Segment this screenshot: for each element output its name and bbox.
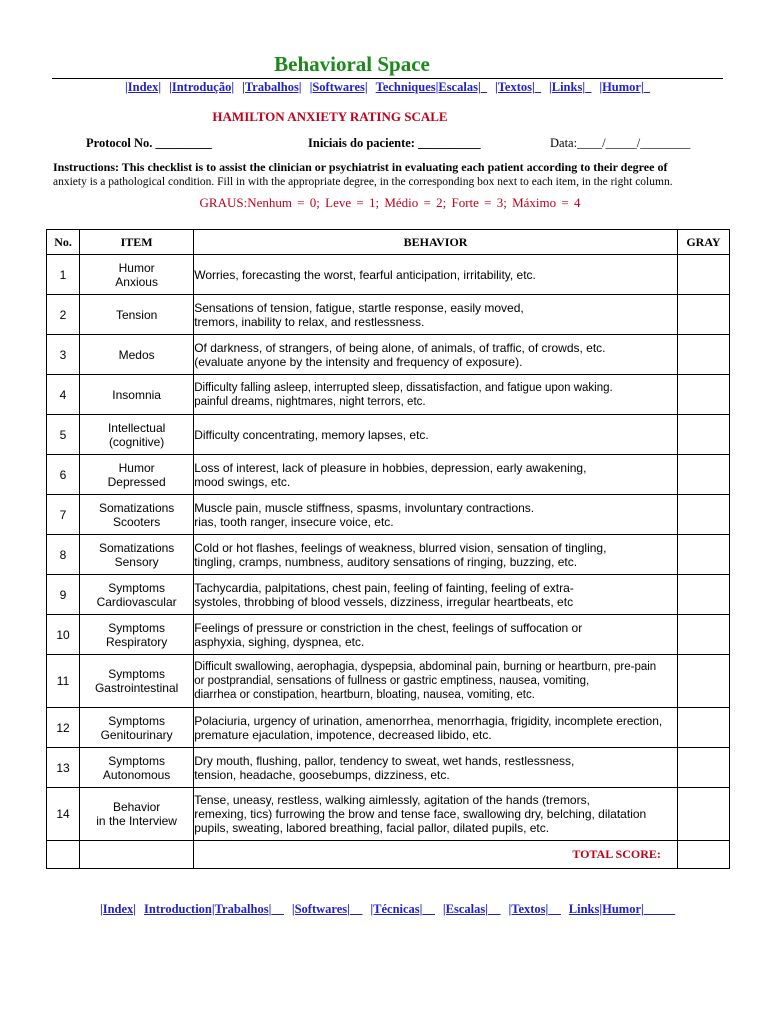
grade-input-cell[interactable] xyxy=(677,455,729,495)
header-no: No. xyxy=(47,230,80,255)
nav-bottom-link-1[interactable]: Introduction|Trabalhos|__ xyxy=(144,902,284,916)
header-gray: GRAY xyxy=(677,230,729,255)
behavior-description xyxy=(194,788,678,841)
item-number: 6 xyxy=(47,455,80,495)
nav-bottom-link-2[interactable]: |Softwares|__ xyxy=(291,902,363,916)
nav-top-link-1[interactable]: |Introdução| xyxy=(169,80,235,94)
behavior-line: Dry mouth, flushing, pallor, tendency to sweat, wet hands, restlessness, xyxy=(194,753,575,768)
bottom-navigation xyxy=(52,902,723,917)
behavior-description xyxy=(194,748,678,788)
behavior-line: tremors, inability to relax, and restlessness. xyxy=(194,314,425,329)
behavior-line: (evaluate anyone by the intensity and frequency of exposure). xyxy=(194,354,523,369)
behavior-line: asphyxia, sighing, dyspnea, etc. xyxy=(194,634,365,649)
item-number: 5 xyxy=(47,415,80,455)
instructions xyxy=(53,160,733,190)
item-name-line: Tension xyxy=(115,307,158,322)
table-row xyxy=(47,788,730,841)
item-name-line: Cardiovascular xyxy=(96,594,177,609)
behavior-line: tingling, cramps, numbness, auditory sensations of ringing, buzzing, etc. xyxy=(194,554,578,569)
behavior-line: Tense, uneasy, restless, walking aimlessly, agitation of the hands (tremors, xyxy=(194,793,590,807)
nav-top-link-2[interactable]: |Trabalhos| xyxy=(242,80,302,94)
item-name-line: Gastrointestinal xyxy=(94,681,179,695)
item-name xyxy=(80,535,194,575)
table-row xyxy=(47,295,730,335)
grade-input-cell[interactable] xyxy=(677,788,729,841)
item-number: 14 xyxy=(47,788,80,841)
item-name xyxy=(80,295,194,335)
nav-top-link-0[interactable]: |Index| xyxy=(125,80,162,94)
table-header-row xyxy=(47,230,730,255)
item-name-line: Sensory xyxy=(114,554,159,569)
nav-bottom-link-6[interactable]: Links|Humor|_____ xyxy=(568,902,676,916)
table-row xyxy=(47,575,730,615)
total-score-label: TOTAL SCORE: xyxy=(194,841,678,869)
grade-input-cell[interactable] xyxy=(677,575,729,615)
item-name-line: Autonomous xyxy=(102,767,171,782)
behavior-line: Polaciuria, urgency of urination, amenorrhea, menorrhagia, frigidity, incomplete erection, xyxy=(194,713,663,728)
behavior-line: Of darkness, of strangers, of being alone, of animals, of traffic, of crowds, etc. xyxy=(194,340,606,355)
item-number: 3 xyxy=(47,335,80,375)
nav-top-link-7[interactable]: |Humor|_ xyxy=(599,80,650,94)
item-name-line: Depressed xyxy=(107,474,166,489)
table-row xyxy=(47,335,730,375)
site-title: Behavioral Space xyxy=(274,52,430,76)
grade-input-cell[interactable] xyxy=(677,535,729,575)
behavior-line: Worries, forecasting the worst, fearful anticipation, irritability, etc. xyxy=(194,267,536,282)
nav-bottom-link-4[interactable]: |Escalas|__ xyxy=(442,902,501,916)
item-name xyxy=(80,748,194,788)
item-name-line: Symptoms xyxy=(108,713,165,728)
item-name xyxy=(80,415,194,455)
total-score-cell[interactable] xyxy=(677,841,729,869)
nav-bottom-link-0[interactable]: |Index| xyxy=(99,902,137,916)
table-row xyxy=(47,748,730,788)
behavior-line: Muscle pain, muscle stiffness, spasms, involuntary contractions. xyxy=(194,500,535,515)
behavior-line: pupils, sweating, labored breathing, facial pallor, dilated pupils, etc. xyxy=(194,821,550,835)
behavior-line: Difficult swallowing, aerophagia, dyspepsia, abdominal pain, burning or heartburn, pre-pain xyxy=(194,661,657,673)
behavior-line: Tachycardia, palpitations, chest pain, feeling of fainting, feeling of extra- xyxy=(194,580,574,595)
item-name-line: Intellectual xyxy=(107,420,166,435)
grades-legend: GRAUS:Nenhum = 0; Leve = 1; Médio = 2; Forte = 3; Máximo = 4 xyxy=(199,195,581,210)
item-name-line: (cognitive) xyxy=(108,434,165,449)
total-empty-cell xyxy=(47,841,80,869)
behavior-line: Sensations of tension, fatigue, startle response, easily moved, xyxy=(194,300,524,315)
header-divider xyxy=(52,78,723,79)
item-name-line: Humor xyxy=(118,260,155,275)
behavior-line: mood swings, etc. xyxy=(194,474,291,489)
item-name xyxy=(80,575,194,615)
top-navigation xyxy=(52,80,723,95)
header-item: ITEM xyxy=(80,230,194,255)
behavior-line: Difficulty concentrating, memory lapses, etc. xyxy=(194,427,429,442)
item-name-line: Respiratory xyxy=(105,634,168,649)
item-number: 11 xyxy=(47,655,80,708)
grade-input-cell[interactable] xyxy=(677,748,729,788)
instructions-line-1: Instructions: This checklist is to assist the clinician or psychiatrist in evaluating each patient according to their degree of xyxy=(53,160,668,174)
item-number: 12 xyxy=(47,708,80,748)
behavior-line: tension, headache, goosebumps, dizziness, etc. xyxy=(194,767,450,782)
nav-top-link-3[interactable]: |Softwares| xyxy=(309,80,368,94)
item-name xyxy=(80,455,194,495)
behavior-line: or postprandial, sensations of fullness or gastric emptiness, nausea, vomiting, xyxy=(194,675,590,687)
item-name-line: Genitourinary xyxy=(100,727,173,742)
item-number: 8 xyxy=(47,535,80,575)
instructions-line-2: anxiety is a pathological condition. Fill in with the appropriate degree, in the corresponding box next to each item, in the right column. xyxy=(53,176,673,188)
item-name xyxy=(80,655,194,708)
patient-initials-field: Iniciais do paciente: __________ xyxy=(308,136,481,150)
item-number: 1 xyxy=(47,255,80,295)
item-name-line: Symptoms xyxy=(108,753,165,768)
behavior-description xyxy=(194,615,678,655)
item-name-line: Symptoms xyxy=(108,580,165,595)
grade-input-cell[interactable] xyxy=(677,495,729,535)
table-row xyxy=(47,495,730,535)
item-name-line: Scooters xyxy=(112,514,161,529)
item-number: 2 xyxy=(47,295,80,335)
table-row xyxy=(47,375,730,415)
protocol-number-field: Protocol No. _________ xyxy=(86,136,212,150)
hamilton-scale-table xyxy=(46,229,730,869)
header-behavior: BEHAVIOR xyxy=(194,230,678,255)
behavior-line: painful dreams, nightmares, night terrors, etc. xyxy=(194,395,426,408)
item-name-line: Medos xyxy=(118,347,155,362)
grade-input-cell[interactable] xyxy=(677,655,729,708)
table-row xyxy=(47,655,730,708)
behavior-description xyxy=(194,415,678,455)
grade-input-cell[interactable] xyxy=(677,615,729,655)
nav-top-link-4[interactable]: Techniques|Escalas|_ xyxy=(375,80,487,94)
behavior-line: systoles, throbbing of blood vessels, dizziness, irregular heartbeats, etc xyxy=(194,594,574,609)
behavior-line: rias, tooth ranger, insecure voice, etc. xyxy=(194,514,394,529)
item-name xyxy=(80,375,194,415)
item-name-line: Humor xyxy=(118,460,155,475)
item-number: 4 xyxy=(47,375,80,415)
item-number: 9 xyxy=(47,575,80,615)
behavior-description xyxy=(194,295,678,335)
grade-input-cell[interactable] xyxy=(677,708,729,748)
behavior-line: Difficulty falling asleep, interrupted sleep, dissatisfaction, and fatigue upon waking. xyxy=(194,381,613,394)
behavior-description xyxy=(194,535,678,575)
behavior-line: Loss of interest, lack of pleasure in hobbies, depression, early awakening, xyxy=(194,460,587,475)
behavior-description xyxy=(194,375,678,415)
item-name xyxy=(80,495,194,535)
nav-top-link-5[interactable]: |Textos|_ xyxy=(494,80,541,94)
item-name-line: Symptoms xyxy=(108,667,165,681)
table-row xyxy=(47,615,730,655)
table-row xyxy=(47,255,730,295)
total-empty-cell xyxy=(80,841,194,869)
item-name xyxy=(80,708,194,748)
nav-top-link-6[interactable]: |Links|_ xyxy=(548,80,592,94)
table-row xyxy=(47,708,730,748)
grade-input-cell[interactable] xyxy=(677,335,729,375)
item-name-line: Somatizations xyxy=(98,500,175,515)
grade-input-cell[interactable] xyxy=(677,415,729,455)
item-number: 10 xyxy=(47,615,80,655)
behavior-description xyxy=(194,255,678,295)
grade-input-cell[interactable] xyxy=(677,255,729,295)
item-name xyxy=(80,255,194,295)
behavior-description xyxy=(194,335,678,375)
item-name-line: Symptoms xyxy=(108,620,165,635)
behavior-line: remexing, tics) furrowing the brow and tense face, swallowing dry, belching, dilatation xyxy=(194,807,647,821)
total-row xyxy=(47,841,730,869)
item-name-line: Somatizations xyxy=(98,540,175,555)
behavior-description xyxy=(194,575,678,615)
nav-bottom-link-3[interactable]: |Técnicas|__ xyxy=(370,902,435,916)
item-name-line: Behavior xyxy=(112,800,161,814)
item-name-line: Anxious xyxy=(115,274,158,289)
table-row xyxy=(47,415,730,455)
table-row xyxy=(47,535,730,575)
item-name xyxy=(80,335,194,375)
item-number: 13 xyxy=(47,748,80,788)
behavior-description xyxy=(194,495,678,535)
item-number: 7 xyxy=(47,495,80,535)
table-row xyxy=(47,455,730,495)
scale-title: HAMILTON ANXIETY RATING SCALE xyxy=(212,109,448,124)
item-name xyxy=(80,615,194,655)
behavior-description xyxy=(194,455,678,495)
grade-input-cell[interactable] xyxy=(677,295,729,335)
behavior-description xyxy=(194,708,678,748)
item-name xyxy=(80,788,194,841)
behavior-line: premature ejaculation, impotence, decreased libido, etc. xyxy=(194,727,492,742)
behavior-description xyxy=(194,655,678,708)
item-name-line: in the Interview xyxy=(96,814,177,828)
grade-input-cell[interactable] xyxy=(677,375,729,415)
nav-bottom-link-5[interactable]: |Textos|__ xyxy=(508,902,561,916)
behavior-line: diarrhea or constipation, heartburn, bloating, nausea, vomiting, etc. xyxy=(194,689,535,701)
behavior-line: Feelings of pressure or constriction in the chest, feelings of suffocation or xyxy=(194,620,583,635)
item-name-line: Insomnia xyxy=(112,387,161,402)
behavior-line: Cold or hot flashes, feelings of weakness, blurred vision, sensation of tingling, xyxy=(194,540,607,555)
date-field: Data:____/_____/________ xyxy=(550,136,691,150)
